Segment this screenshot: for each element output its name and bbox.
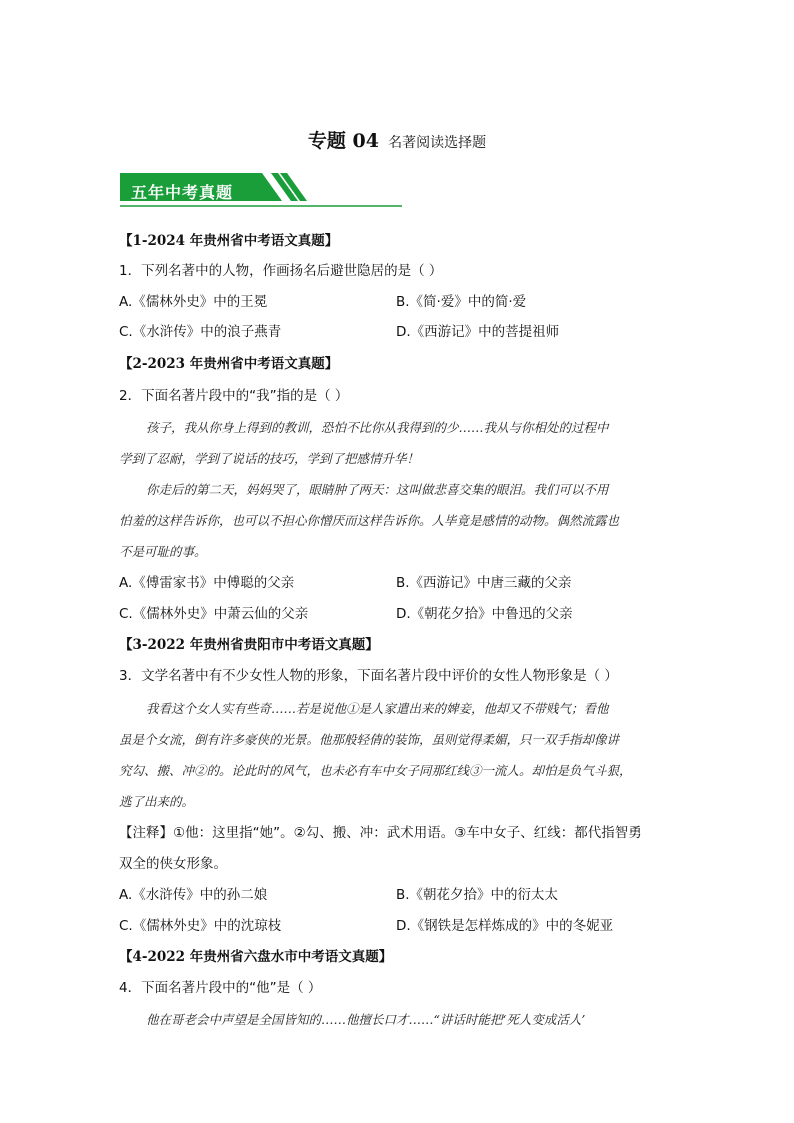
q1-stem: 1．下列名著中的人物，作画扬名后避世隐居的是（ ） bbox=[119, 263, 443, 279]
q3-note-line: 双全的侠女形象。 bbox=[119, 856, 227, 872]
q4-source: 【4-2022 年贵州省六盘水市中考语文真题】 bbox=[119, 949, 393, 965]
q1-option-d[interactable]: D.《西游记》中的菩提祖师 bbox=[396, 324, 560, 340]
q1-option-b[interactable]: B.《简·爱》中的简·爱 bbox=[396, 294, 527, 310]
q2-passage-line: 怕羞的这样告诉你，也可以不担心你憎厌而这样告诉你。人毕竟是感情的动物。偶然流露也 bbox=[119, 513, 620, 528]
q1-source: 【1-2024 年贵州省中考语文真题】 bbox=[119, 233, 339, 249]
q1-option-c[interactable]: C.《水浒传》中的浪子燕青 bbox=[119, 324, 282, 340]
q1-option-a[interactable]: A.《儒林外史》中的王冕 bbox=[119, 294, 268, 310]
q2-passage-line: 不是可耻的事。 bbox=[119, 544, 207, 559]
q4-stem: 4．下面名著片段中的“他”是（ ） bbox=[119, 980, 322, 996]
q2-passage-line: 学到了忍耐，学到了说话的技巧，学到了把感情升华！ bbox=[119, 451, 420, 466]
q2-stem: 2．下面名著片段中的“我”指的是（ ） bbox=[119, 388, 349, 404]
q2-option-d[interactable]: D.《朝花夕拾》中鲁迅的父亲 bbox=[396, 606, 573, 622]
banner-label: 五年中考真题 bbox=[131, 183, 234, 202]
q3-passage-line: 逃了出来的。 bbox=[119, 794, 195, 809]
q3-option-a[interactable]: A.《水浒传》中的孙二娘 bbox=[119, 887, 268, 903]
q3-source: 【3-2022 年贵州省贵阳市中考语文真题】 bbox=[119, 637, 379, 653]
q3-passage-line: 虽是个女流，倒有许多豪侠的光景。他那般轻倩的装饰，虽则觉得柔媚，只一双手指却像讲 bbox=[119, 732, 620, 747]
title-sub: 名著阅读选择题 bbox=[388, 135, 487, 151]
q4-passage-line: 他在哥老会中声望是全国皆知的……他擅长口才……“讲话时能把‘死人变成活人’ bbox=[146, 1012, 586, 1027]
q3-note-line: 【注释】①他：这里指“她”。②勾、搬、冲：武术用语。③车中女子、红线：都代指智勇 bbox=[119, 825, 642, 841]
title-main: 专题 04 bbox=[307, 130, 379, 152]
q2-passage-line: 你走后的第二天，妈妈哭了，眼睛肿了两天：这叫做悲喜交集的眼泪。我们可以不用 bbox=[146, 482, 609, 497]
q2-option-a[interactable]: A.《傅雷家书》中傅聪的父亲 bbox=[119, 575, 295, 591]
q2-passage-line: 孩子，我从你身上得到的教训，恐怕不比你从我得到的少……我从与你相处的过程中 bbox=[146, 420, 609, 435]
page-title bbox=[0, 126, 794, 153]
q3-option-c[interactable]: C.《儒林外史》中的沈琼枝 bbox=[119, 918, 282, 934]
q3-option-d[interactable]: D.《钢铁是怎样炼成的》中的冬妮亚 bbox=[396, 918, 614, 934]
q3-option-b[interactable]: B.《朝花夕拾》中的衍太太 bbox=[396, 887, 559, 903]
q2-option-b[interactable]: B.《西游记》中唐三藏的父亲 bbox=[396, 575, 572, 591]
q3-passage-line: 我看这个女人实有些奇……若是说他①是人家遣出来的婢妾，他却又不带贱气；看他 bbox=[146, 701, 609, 716]
q2-source: 【2-2023 年贵州省中考语文真题】 bbox=[119, 356, 339, 372]
q3-passage-line: 究勾、搬、冲②的。论此时的风气，也未必有车中女子同那红线③一流人。却怕是负气斗狠， bbox=[119, 763, 632, 778]
q2-option-c[interactable]: C.《儒林外史》中萧云仙的父亲 bbox=[119, 606, 309, 622]
q3-stem: 3．文学名著中有不少女性人物的形象，下面名著片段中评价的女性人物形象是（ ） bbox=[119, 668, 618, 684]
